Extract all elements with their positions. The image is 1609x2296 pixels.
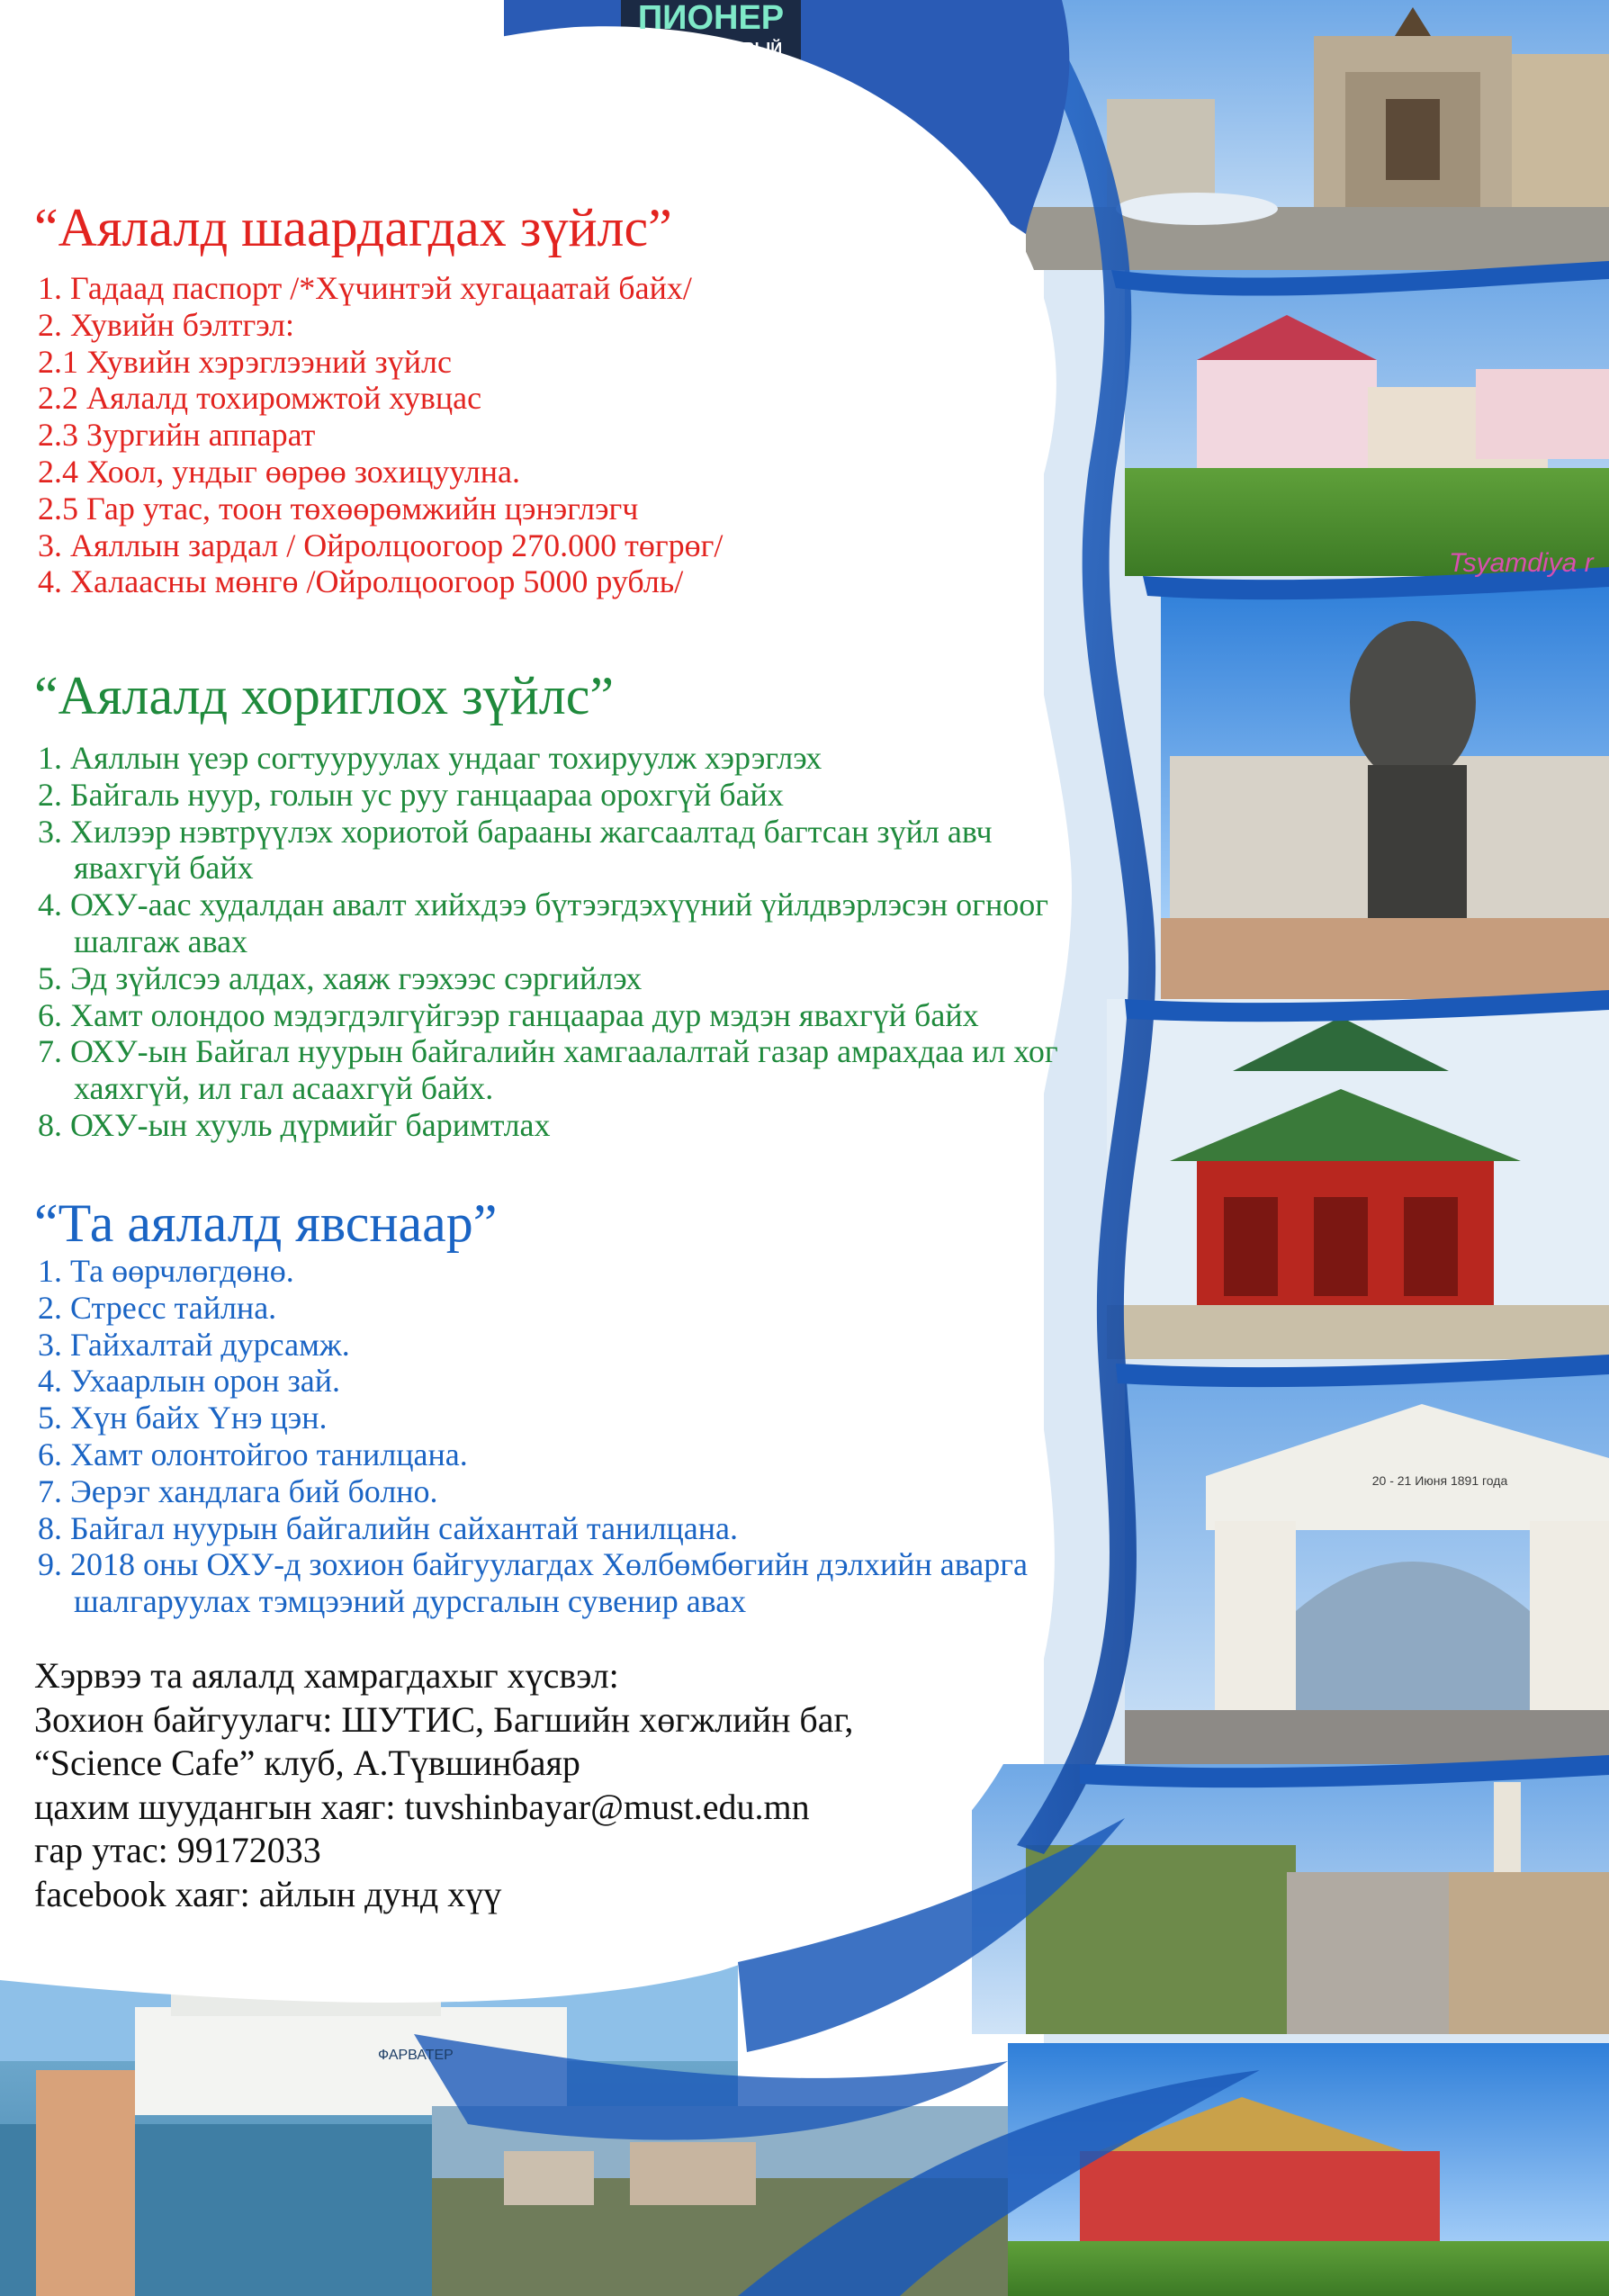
- arch-inscription: 20 - 21 Июня 1891 года: [1371, 1473, 1508, 1488]
- list-item: 5. Эд зүйлсээ алдах, хаяж гээхээс сэргийлэх: [38, 959, 643, 996]
- photo-lenin-monument: [1161, 585, 1609, 999]
- list-item: 1. Гадаад паспорт /*Хүчинтэй хугацаатай байх/: [38, 270, 692, 306]
- benefits-title: “Та аялалд явснаар”: [34, 1193, 498, 1253]
- watermark: Tsyamdiya r: [1449, 548, 1594, 578]
- list-item: 4. Ухаарлын орон зай.: [38, 1363, 341, 1400]
- prohibited-title: “Аялалд хориглох зүйлс”: [34, 666, 614, 725]
- pioneer-subsign: ВСЕГДА ПЕРВЫЙ: [639, 40, 783, 58]
- list-item: 2.1 Хувийн хэрэглээний зүйлс: [38, 343, 452, 380]
- list-item: 6. Хамт олонтойгоо танилцана.: [38, 1436, 468, 1472]
- list-item: 4. Халаасны мөнгө /Ойролцоогоор 5000 рубль/: [38, 563, 684, 600]
- list-item: 2. Хувийн бэлтгэл:: [38, 306, 294, 343]
- required-title: “Аялалд шаардагдах зүйлс”: [34, 198, 672, 257]
- contact-phone: гар утас: 99172033: [34, 1830, 321, 1870]
- list-item: 2.3 Зургийн аппарат: [38, 417, 316, 454]
- list-item: 2.2 Аялалд тохиромжтой хувцас: [38, 380, 482, 417]
- required-list: [38, 270, 723, 600]
- photo-red-datsan: [1008, 2043, 1609, 2296]
- contact-club: “Science Cafe” клуб, А.Түвшинбаяр: [34, 1742, 580, 1783]
- benefits-list: [38, 1253, 1100, 1620]
- list-item: 2.4 Хоол, ундыг өөрөө зохицуулна.: [38, 453, 521, 490]
- list-item: 1. Аяллын үеэр согтууруулах ундааг тохируулж хэрэглэх: [38, 740, 822, 776]
- list-item: 5. Хүн байх Үнэ цэн.: [38, 1400, 328, 1436]
- photo-opera-park: [1125, 270, 1609, 576]
- list-item: 4. ОХУ-аас худалдан авалт хийхдээ бүтээгдэхүүний үйлдвэрлэсэн огноог шалгаж авах: [38, 887, 1048, 959]
- list-item: 7. ОХУ-ын Байгал нуурын байгалийн хамгаалалтай газар амрахдаа ил хог хаяхгүй, ил гал асаахгүй байх.: [38, 1033, 1058, 1107]
- prohibited-list: [38, 740, 1091, 1144]
- list-item: 1. Та өөрчлөгдөнө.: [38, 1253, 294, 1289]
- list-item: 8. ОХУ-ын хууль дүрмийг баримтлах: [38, 1106, 551, 1143]
- boat-name: ФАРВАТЕР: [378, 2048, 454, 2063]
- list-item: 8. Байгал нуурын байгалийн сайхантай танилцана.: [38, 1509, 739, 1546]
- contact-intro: Хэрвээ та аялалд хамрагдахыг хүсвэл:: [34, 1655, 619, 1696]
- list-item: 6. Хамт олондоо мэдэгдэлгүйгээр ганцаараа дур мэдэн явахгүй байх: [38, 996, 979, 1033]
- photo-triumphal-arch: [1125, 1368, 1609, 1764]
- pioneer-sign: ПИОНЕР: [637, 0, 785, 37]
- list-item: 7. Эерэг хандлага бий болно.: [38, 1472, 438, 1509]
- photo-datsan: [1107, 999, 1609, 1359]
- list-item: 3. Хилээр нэвтрүүлэх хориотой барааны жагсаалтад багтсан зүйл авч явахгүй байх: [38, 813, 993, 887]
- list-item: 2. Байгаль нуур, голын ус руу ганцаараа орохгүй байх: [38, 776, 784, 813]
- contact-facebook: facebook хаяг: айлын дунд хүү: [34, 1873, 502, 1914]
- list-item: 3. Гайхалтай дурсамж.: [38, 1326, 350, 1363]
- list-item: 9. 2018 оны ОХУ-д зохион байгуулагдах Хөлбөмбөгийн дэлхийн аварга шалгаруулах тэмцээний дурсгалын сувенир авах: [38, 1546, 1028, 1620]
- contact-organizer: Зохион байгуулагч: ШУТИС, Багшийн хөгжлийн баг,: [34, 1698, 854, 1740]
- list-item: 2. Стресс тайлна.: [38, 1289, 277, 1326]
- list-item: 3. Аяллын зардал / Ойролцоогоор 270.000 төгрөг/: [38, 527, 724, 563]
- contact-block: [34, 1654, 853, 1916]
- contact-email: цахим шуудангын хаяг: tuvshinbayar@must.edu.mn: [34, 1786, 810, 1827]
- list-item: 2.5 Гар утас, тоон төхөөрөмжийн цэнэглэгч: [38, 490, 639, 527]
